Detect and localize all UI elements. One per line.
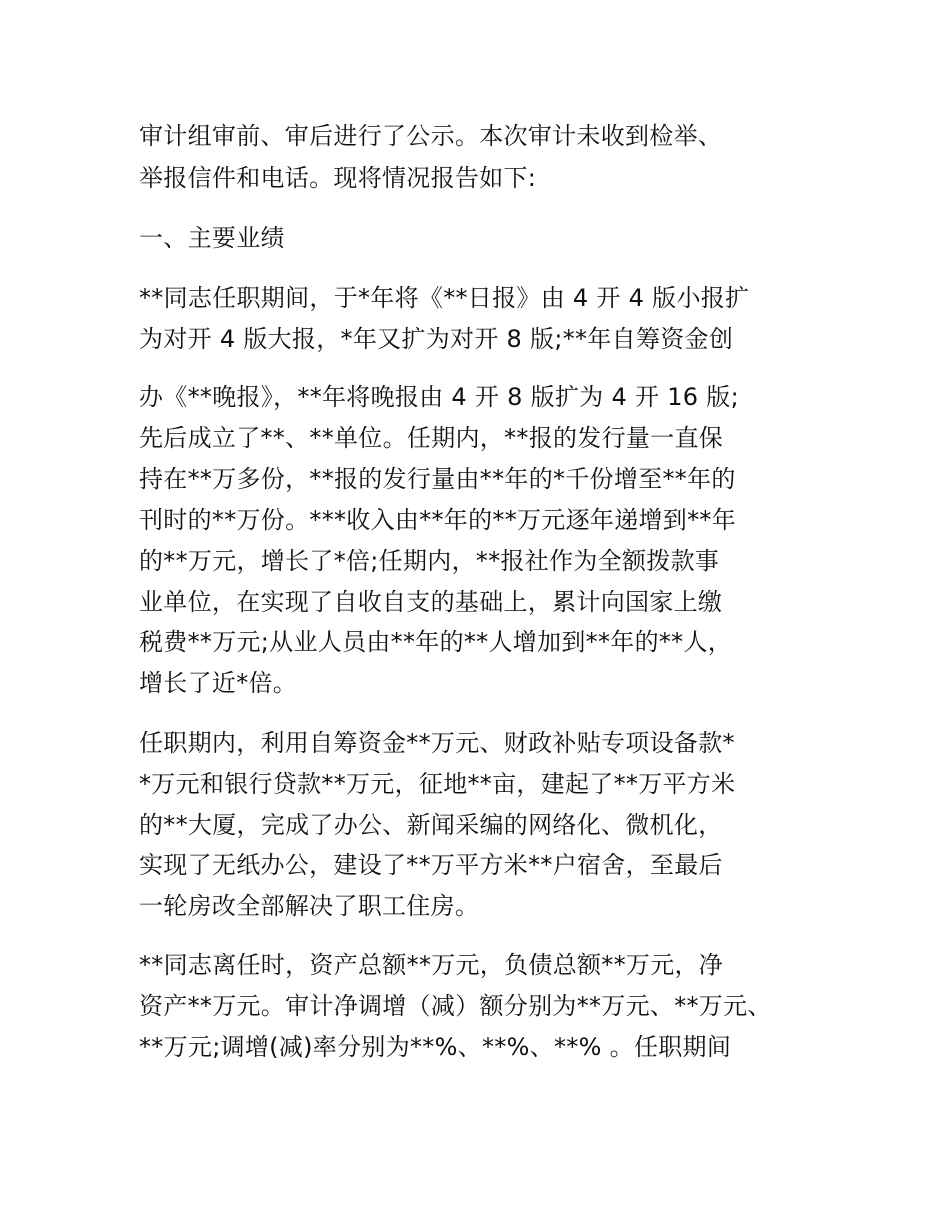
text-line: 持在**万多份，**报的发行量由**年的*千份增至**年的: [139, 465, 736, 493]
text-line: 先后成立了**、**单位。任期内，**报的发行量一直保: [139, 424, 724, 452]
text-line: 一轮房改全部解决了职工住房。: [139, 892, 480, 920]
text-line: 办《**晚报》，**年将晚报由 4 开 8 版扩为 4 开 16 版;: [139, 383, 739, 411]
text-line: 任职期内，利用自筹资金**万元、财政补贴专项设备款*: [139, 729, 735, 757]
text-line: 业单位，在实现了自收自支的基础上，累计向国家上缴: [139, 588, 723, 616]
text-line: 审计组审前、审后进行了公示。本次审计未收到检举、: [139, 122, 723, 150]
text-line: **万元;调增(减)率分别为**%、**%、**% 。任职期间: [139, 1033, 732, 1061]
text-line: 举报信件和电话。现将情况报告如下:: [139, 164, 537, 192]
text-line: *万元和银行贷款**万元，征地**亩，建起了**万平方米: [139, 770, 736, 798]
text-line: 的**万元，增长了*倍;任期内，**报社作为全额拨款事: [139, 547, 720, 575]
text-line: 资产**万元。审计净调增（减）额分别为**万元、**万元、: [139, 992, 772, 1020]
section-heading: 一、主要业绩: [139, 224, 285, 252]
text-line: 增长了近*倍。: [139, 669, 298, 697]
text-line: 的**大厦，完成了办公、新闻采编的网络化、微机化，: [139, 811, 723, 839]
text-line: **同志任职期间，于*年将《**日报》由 4 开 4 版小报扩: [139, 284, 750, 312]
text-line: 刊时的**万份。***收入由**年的**万元逐年递增到**年: [139, 506, 736, 534]
text-line: **同志离任时，资产总额**万元，负债总额**万元，净: [139, 951, 724, 979]
text-line: 税费**万元;从业人员由**年的**人增加到**年的**人，: [139, 628, 733, 656]
text-line: 为对开 4 版大报，*年又扩为对开 8 版;**年自筹资金创: [139, 325, 734, 353]
text-line: 实现了无纸办公，建设了**万平方米**户宿舍，至最后: [139, 851, 723, 879]
